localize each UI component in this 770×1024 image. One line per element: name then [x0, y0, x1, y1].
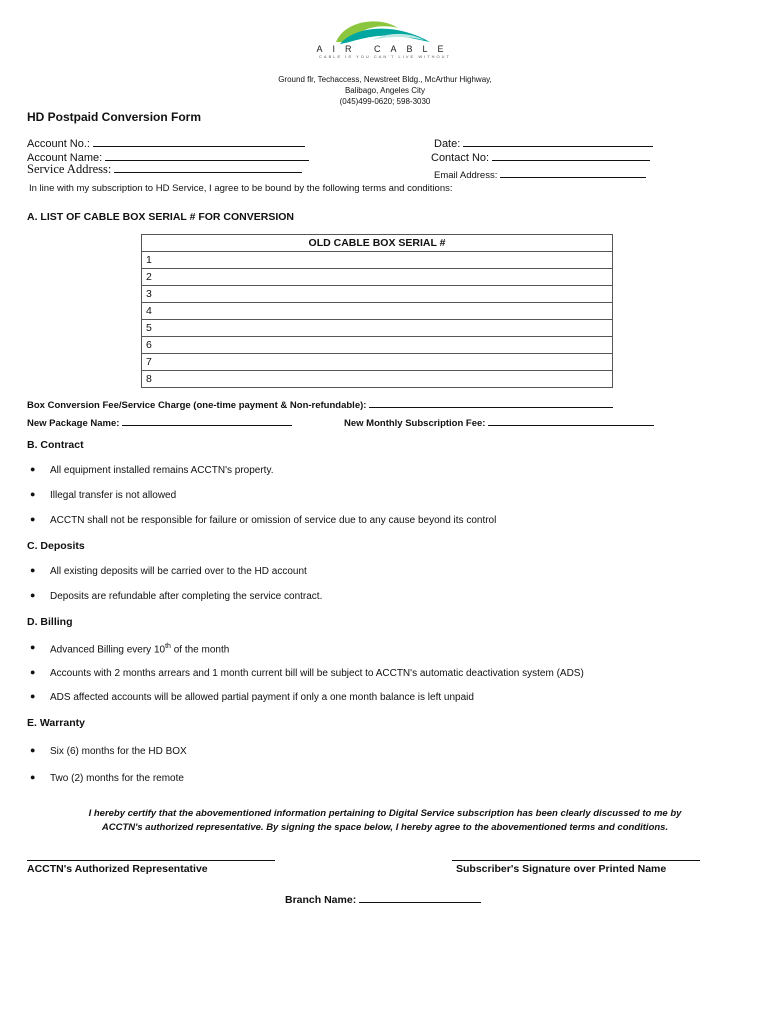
serial-row-number: 1	[142, 252, 613, 269]
certification-line-1: I hereby certify that the abovementioned information pertaining to Digital Service subscription has been clearly discussed to me by	[88, 808, 682, 819]
email-field[interactable]	[434, 167, 646, 181]
certification-line-2: ACCTN's authorized representative. By signing the space below, I hereby agree to the abovementioned terms and conditions.	[101, 822, 669, 833]
email-label: Email Address:	[434, 170, 498, 181]
serial-table-header-row	[142, 235, 613, 252]
table-row[interactable]	[142, 337, 613, 354]
date-input[interactable]	[463, 136, 653, 147]
brand-tagline: CABLE IS YOU CAN'T LIVE WITHOUT	[319, 54, 451, 59]
serial-row-number: 5	[142, 320, 613, 337]
conversion-fee-field[interactable]	[27, 397, 613, 411]
branch-name-field[interactable]	[285, 892, 481, 906]
subscriber-signature-line[interactable]	[452, 860, 700, 861]
conversion-fee-label: Box Conversion Fee/Service Charge (one-time payment & Non-refundable):	[27, 400, 367, 411]
section-e-title: E. Warranty	[27, 717, 85, 729]
address-line-3: (045)499-0620; 598-3030	[339, 97, 431, 106]
rep-signature-label: ACCTN's Authorized Representative	[27, 863, 208, 875]
new-monthly-fee-field[interactable]	[344, 415, 654, 429]
address-line-2: Balibago, Angeles City	[344, 86, 426, 95]
form-title: HD Postpaid Conversion Form	[27, 110, 202, 124]
new-package-field[interactable]	[27, 415, 292, 429]
date-field[interactable]	[434, 136, 653, 150]
serial-row-number: 8	[142, 371, 613, 388]
serial-row-number: 3	[142, 286, 613, 303]
service-address-label: Service Address:	[27, 162, 112, 176]
address-line-1: Ground flr, Techaccess, Newstreet Bldg., McArthur Highway,	[278, 75, 492, 84]
intro-text: In line with my subscription to HD Service, I agree to be bound by the following terms and conditions:	[29, 183, 453, 194]
brand-name: AIR CABLE	[316, 44, 454, 54]
account-name-label: Account Name:	[27, 152, 103, 164]
section-c-title: C. Deposits	[27, 540, 85, 552]
section-a-title: A. LIST OF CABLE BOX SERIAL # FOR CONVERSION	[27, 211, 294, 223]
date-label: Date:	[434, 138, 461, 150]
table-row[interactable]	[142, 252, 613, 269]
serial-row-number: 7	[142, 354, 613, 371]
account-name-input[interactable]	[105, 150, 309, 161]
email-input[interactable]	[500, 167, 646, 178]
table-row[interactable]	[142, 320, 613, 337]
service-address-field[interactable]	[27, 162, 302, 177]
table-row[interactable]	[142, 371, 613, 388]
conversion-fee-input[interactable]	[369, 397, 613, 408]
service-address-input[interactable]	[114, 162, 302, 173]
serial-table	[141, 234, 613, 388]
new-monthly-fee-label: New Monthly Subscription Fee:	[344, 418, 486, 429]
account-no-label: Account No.:	[27, 138, 90, 150]
table-row[interactable]	[142, 269, 613, 286]
serial-table-header: OLD CABLE BOX SERIAL #	[142, 235, 613, 252]
serial-row-number: 2	[142, 269, 613, 286]
section-d-title: D. Billing	[27, 616, 73, 628]
new-monthly-fee-input[interactable]	[488, 415, 654, 426]
air-cable-logo	[0, 14, 770, 72]
account-no-input[interactable]	[93, 136, 305, 147]
table-row[interactable]	[142, 286, 613, 303]
contact-no-input[interactable]	[492, 150, 650, 161]
new-package-input[interactable]	[122, 415, 292, 426]
section-b-title: B. Contract	[27, 439, 84, 451]
branch-name-label: Branch Name:	[285, 894, 357, 906]
contact-no-field[interactable]	[431, 150, 650, 164]
serial-row-number: 6	[142, 337, 613, 354]
rep-signature-line[interactable]	[27, 860, 275, 861]
new-package-label: New Package Name:	[27, 418, 120, 429]
account-no-field[interactable]	[27, 136, 305, 150]
subscriber-signature-label: Subscriber's Signature over Printed Name	[456, 863, 667, 875]
table-row[interactable]	[142, 354, 613, 371]
serial-row-number: 4	[142, 303, 613, 320]
branch-name-input[interactable]	[359, 892, 481, 903]
table-row[interactable]	[142, 303, 613, 320]
contact-no-label: Contact No:	[431, 152, 490, 164]
